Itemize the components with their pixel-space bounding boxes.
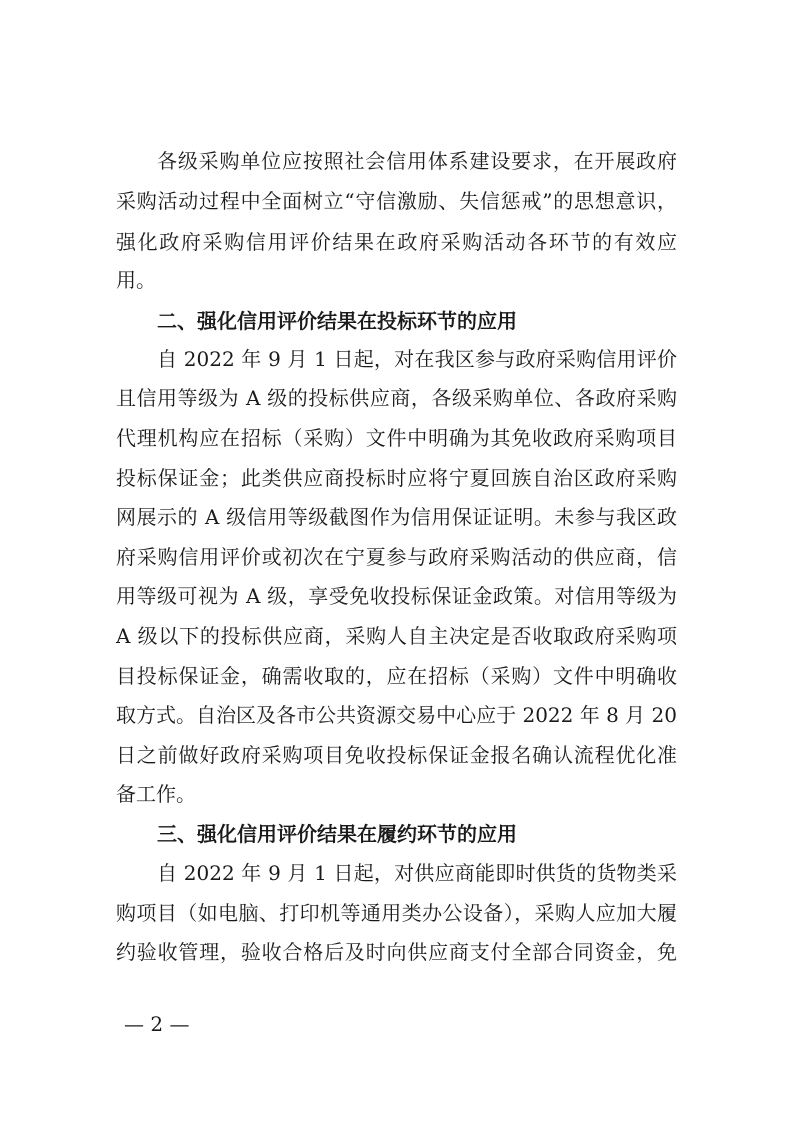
paragraph-line: 购项目（如电脑、打印机等通用类办公设备），采购人应加大履 [116, 901, 677, 925]
section-heading: 二、强化信用评价结果在投标环节的应用 [157, 309, 517, 333]
paragraph-line: 目投标保证金，确需收取的，应在招标（采购）文件中明确收 [116, 664, 677, 688]
paragraph-line: 自 2022 年 9 月 1 日起，对在我区参与政府采购信用评价 [157, 347, 677, 371]
paragraph-line: 采购活动过程中全面树立“守信激励、失信惩戒”的思想意识， [116, 189, 677, 213]
paragraph-line: A 级以下的投标供应商，采购人自主决定是否收取政府采购项 [116, 624, 677, 648]
paragraph-line: 强化政府采购信用评价结果在政府采购活动各环节的有效应 [116, 230, 677, 254]
paragraph-line: 取方式。自治区及各市公共资源交易中心应于 2022 年 8 月 20 [116, 703, 677, 727]
paragraph-line: 自 2022 年 9 月 1 日起，对供应商能即时供货的货物类采 [157, 861, 677, 885]
paragraph-line: 用等级可视为 A 级，享受免收投标保证金政策。对信用等级为 [116, 584, 677, 608]
paragraph-line: 代理机构应在招标（采购）文件中明确为其免收政府采购项目 [116, 426, 677, 450]
paragraph-line: 日之前做好政府采购项目免收投标保证金报名确认流程优化准 [116, 743, 677, 767]
paragraph-line: 府采购信用评价或初次在宁夏参与政府采购活动的供应商，信 [116, 545, 677, 569]
paragraph-line: 用。 [116, 268, 156, 292]
page-number: — 2 — [124, 1012, 190, 1036]
paragraph-line: 约验收管理，验收合格后及时向供应商支付全部合同资金，免 [116, 940, 677, 964]
paragraph-line: 各级采购单位应按照社会信用体系建设要求，在开展政府 [157, 149, 677, 173]
section-heading: 三、强化信用评价结果在履约环节的应用 [157, 822, 517, 846]
paragraph-line: 备工作。 [116, 782, 196, 806]
paragraph-line: 投标保证金；此类供应商投标时应将宁夏回族自治区政府采购 [116, 466, 677, 490]
paragraph-line: 且信用等级为 A 级的投标供应商，各级采购单位、各政府采购 [116, 386, 677, 410]
paragraph-line: 网展示的 A 级信用等级截图作为信用保证证明。未参与我区政 [116, 505, 677, 529]
